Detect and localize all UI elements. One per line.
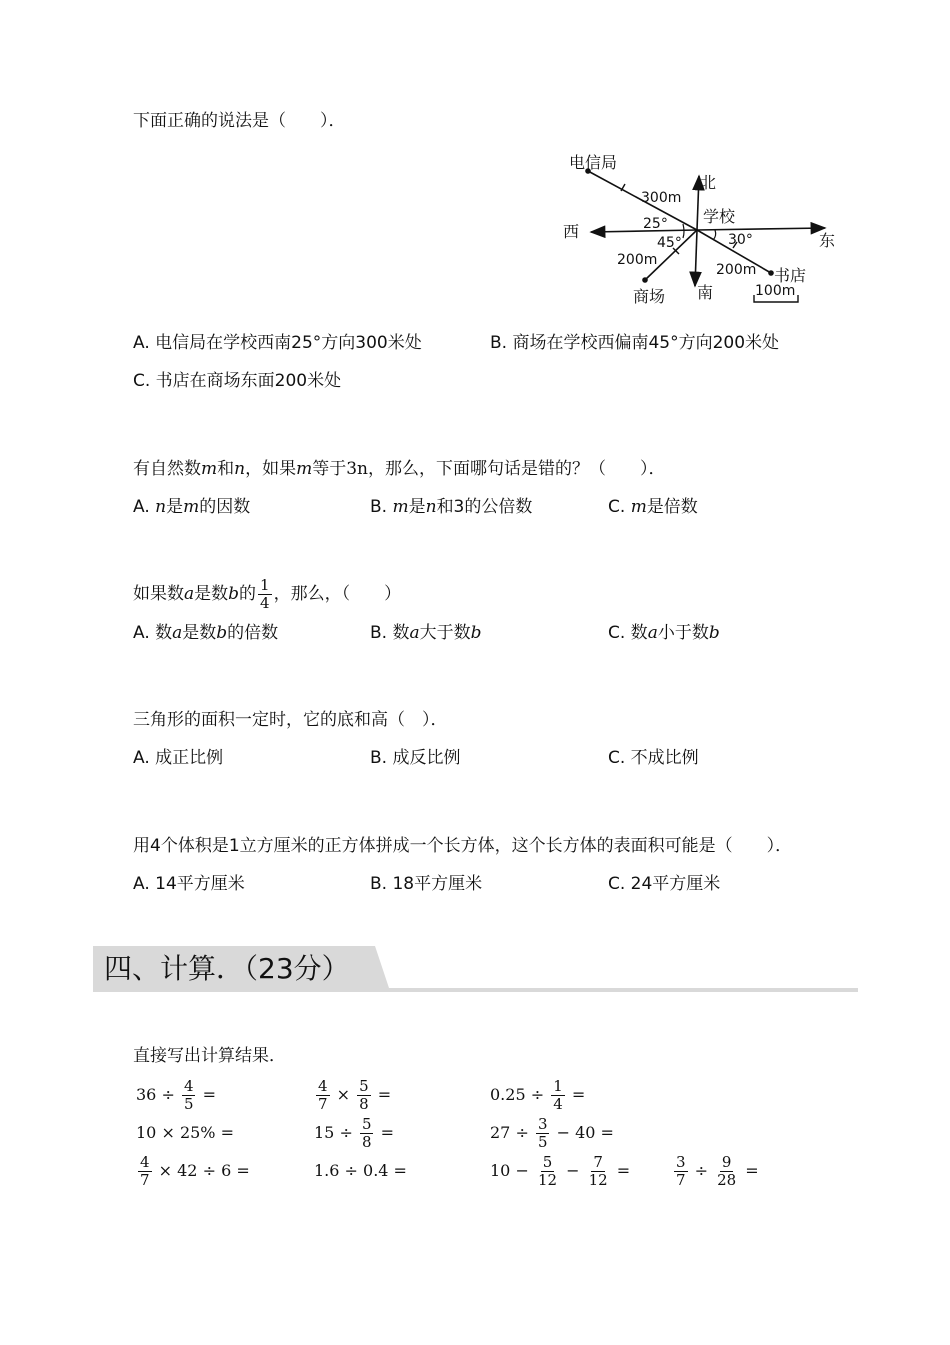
q4-option-c[interactable]: C. 不成比例 <box>608 748 699 768</box>
label-angle-45: 45° <box>657 235 682 251</box>
label-east: 东 <box>819 231 836 250</box>
section-title: 四、计算．（23分） <box>104 952 350 985</box>
label-scale: 100m <box>755 283 796 299</box>
q5-stem: 用4个体积是1立方厘米的正方体拼成一个长方体，这个长方体的表面积可能是（ ）． <box>133 836 793 856</box>
calc-expr-2: $\frac{4}{7}$ × $\frac{5}{8}$ = <box>318 1077 392 1113</box>
q2-option-a[interactable]: A. n是m的因数 <box>133 497 251 517</box>
calc-expr-9: 10 − $\frac{5}{12}$ − $\frac{7}{12}$ = <box>490 1153 631 1189</box>
calc-expr-4: 10 × 25% = <box>136 1123 234 1142</box>
label-200m-market: 200m <box>617 252 658 268</box>
q1-option-c[interactable]: C. 书店在商场东面200米处 <box>133 371 342 391</box>
q3-stem: 如果数a是数b的 $\frac{1}{4}$ ，那么，（ ） <box>133 575 402 612</box>
label-north: 北 <box>700 173 717 192</box>
q2-stem: 有自然数m和n，如果m等于3n，那么，下面哪句话是错的？（ ）． <box>133 459 666 479</box>
calc-expr-3: 0.25 ÷ $\frac{1}{4}$ = <box>490 1077 586 1113</box>
q5-option-a[interactable]: A. 14平方厘米 <box>133 874 245 894</box>
label-300m: 300m <box>641 190 682 206</box>
label-school: 学校 <box>703 207 736 226</box>
q3-option-a[interactable]: A. 数a是数b的倍数 <box>133 623 279 643</box>
label-angle-30: 30° <box>728 232 753 248</box>
label-bookstore: 书店 <box>774 266 807 285</box>
fraction-one-quarter: $\frac{1}{4}$ <box>260 575 270 612</box>
label-market: 商场 <box>633 287 666 306</box>
q1-option-a[interactable]: A. 电信局在学校西南25°方向300米处 <box>133 333 422 353</box>
q5-option-b[interactable]: B. 18平方厘米 <box>370 874 483 894</box>
calc-expr-10: $\frac{3}{7}$ ÷ $\frac{9}{28}$ = <box>676 1153 759 1189</box>
label-telecom: 电信局 <box>569 153 618 172</box>
q1-option-b[interactable]: B. 商场在学校西偏南45°方向200米处 <box>490 333 780 353</box>
calc-expr-6: 27 ÷ $\frac{3}{5}$ − 40 = <box>490 1115 614 1151</box>
q3-option-b[interactable]: B. 数a大于数b <box>370 623 482 643</box>
q5-option-c[interactable]: C. 24平方厘米 <box>608 874 721 894</box>
q2-option-c[interactable]: C. m是倍数 <box>608 497 698 517</box>
label-200m-bookstore: 200m <box>716 262 757 278</box>
label-angle-25: 25° <box>643 216 668 232</box>
north-south-axis <box>697 176 699 230</box>
label-west: 西 <box>563 222 580 241</box>
calc-expr-1: 36 ÷ $\frac{4}{5}$ = <box>136 1077 216 1113</box>
q4-option-a[interactable]: A. 成正比例 <box>133 748 224 768</box>
q3-option-c[interactable]: C. 数a小于数b <box>608 623 720 643</box>
direction-diagram <box>555 148 850 313</box>
calc-expr-7: $\frac{4}{7}$ × 42 ÷ 6 = <box>140 1153 250 1189</box>
q1-stem: 下面正确的说法是（ ）． <box>133 111 346 131</box>
calc-expr-8: 1.6 ÷ 0.4 = <box>314 1161 407 1180</box>
q4-stem: 三角形的面积一定时，它的底和高（ ）． <box>133 710 448 730</box>
calc-expr-5: 15 ÷ $\frac{5}{8}$ = <box>314 1115 394 1151</box>
label-south: 南 <box>697 283 714 302</box>
q2-option-b[interactable]: B. m是n和3的公倍数 <box>370 497 533 517</box>
calc-stem: 直接写出计算结果． <box>133 1046 286 1066</box>
q4-option-b[interactable]: B. 成反比例 <box>370 748 461 768</box>
